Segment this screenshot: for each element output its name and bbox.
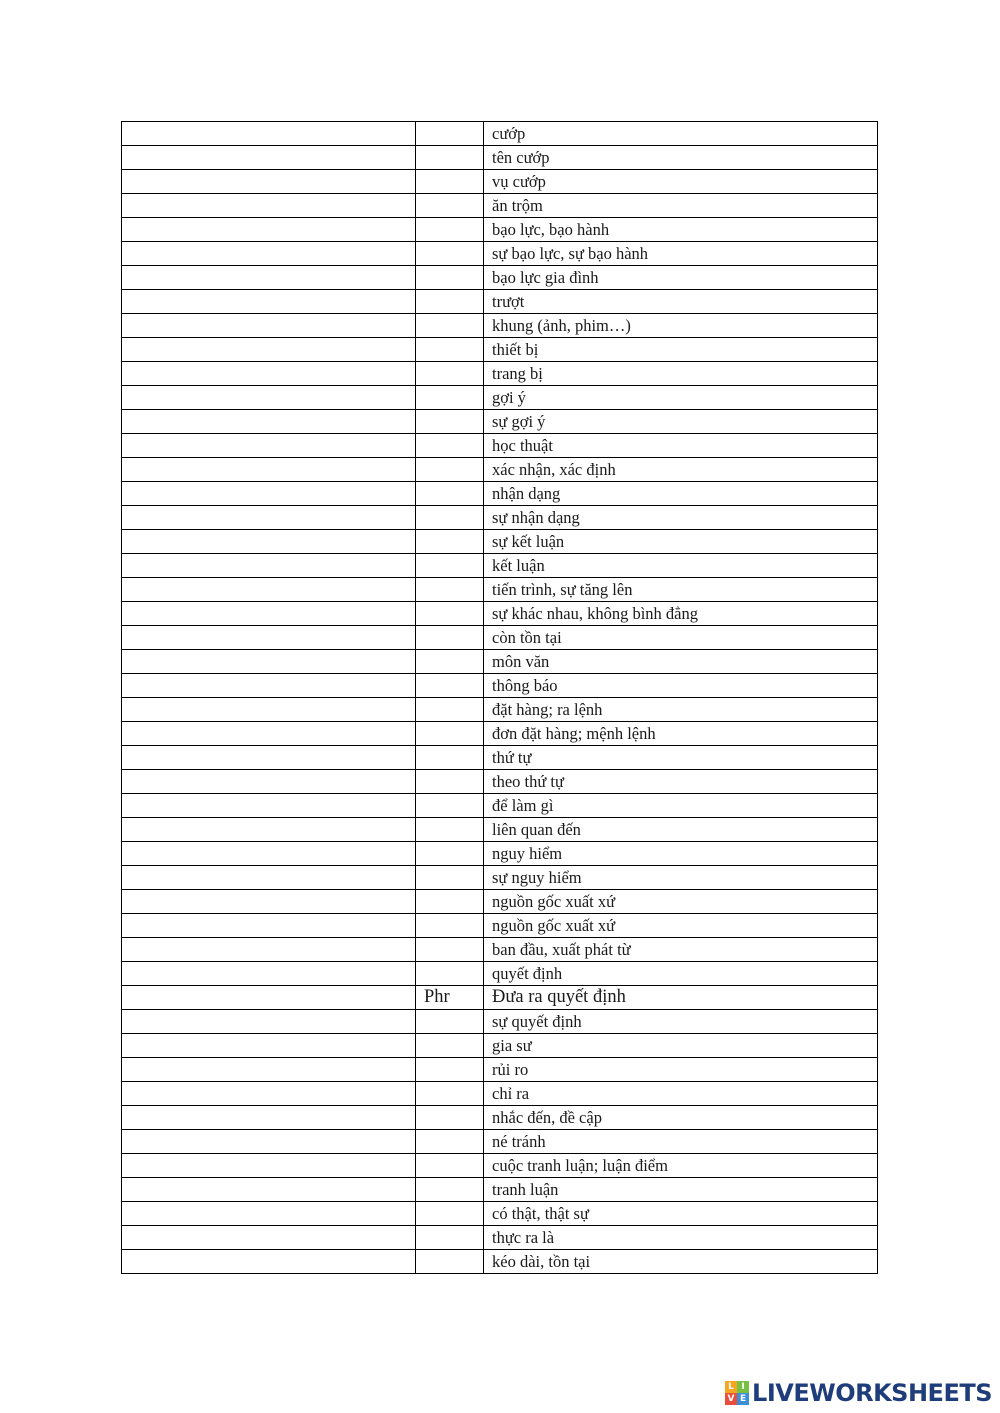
meaning-cell: sự bạo lực, sự bạo hành <box>484 242 878 266</box>
word-type-cell[interactable] <box>416 1130 484 1154</box>
word-type-cell[interactable] <box>416 1106 484 1130</box>
meaning-cell: đơn đặt hàng; mệnh lệnh <box>484 722 878 746</box>
word-type-cell[interactable] <box>416 794 484 818</box>
word-type-cell[interactable] <box>416 722 484 746</box>
table-row <box>122 434 878 458</box>
meaning-cell: tiến trình, sự tăng lên <box>484 578 878 602</box>
table-row <box>122 842 878 866</box>
word-type-cell[interactable] <box>416 314 484 338</box>
word-cell[interactable] <box>122 1010 416 1034</box>
word-cell[interactable] <box>122 746 416 770</box>
meaning-cell: gợi ý <box>484 386 878 410</box>
word-type-cell[interactable] <box>416 506 484 530</box>
word-cell[interactable] <box>122 722 416 746</box>
table-row <box>122 818 878 842</box>
meaning-cell: sự nguy hiểm <box>484 866 878 890</box>
table-row <box>122 746 878 770</box>
meaning-cell: thực ra là <box>484 1226 878 1250</box>
table-row <box>122 650 878 674</box>
word-type-cell[interactable] <box>416 458 484 482</box>
table-row <box>122 482 878 506</box>
word-type-cell[interactable] <box>416 650 484 674</box>
logo-letter: E <box>737 1393 749 1405</box>
table-row <box>122 1058 878 1082</box>
word-type-cell[interactable] <box>416 218 484 242</box>
table-row <box>122 506 878 530</box>
word-cell[interactable] <box>122 986 416 1010</box>
vocabulary-table <box>121 121 878 1274</box>
word-cell[interactable] <box>122 674 416 698</box>
meaning-cell: sự kết luận <box>484 530 878 554</box>
meaning-cell: thông báo <box>484 674 878 698</box>
meaning-cell: nguy hiểm <box>484 842 878 866</box>
word-type-cell[interactable] <box>416 578 484 602</box>
table-row <box>122 914 878 938</box>
word-cell[interactable] <box>122 482 416 506</box>
table-row <box>122 386 878 410</box>
word-cell[interactable] <box>122 794 416 818</box>
table-row <box>122 530 878 554</box>
word-type-cell[interactable] <box>416 674 484 698</box>
table-row <box>122 194 878 218</box>
word-cell[interactable] <box>122 218 416 242</box>
brand-wordmark: LIVEWORKSHEETS <box>752 1379 992 1407</box>
table-row <box>122 890 878 914</box>
meaning-cell: môn văn <box>484 650 878 674</box>
meaning-cell: liên quan đến <box>484 818 878 842</box>
word-type-cell[interactable] <box>416 146 484 170</box>
table-row <box>122 1202 878 1226</box>
word-cell[interactable] <box>122 410 416 434</box>
word-type-cell[interactable] <box>416 554 484 578</box>
word-type-cell[interactable]: Phr <box>416 986 484 1010</box>
meaning-cell: né tránh <box>484 1130 878 1154</box>
word-cell[interactable] <box>122 242 416 266</box>
meaning-cell: chỉ ra <box>484 1082 878 1106</box>
word-cell[interactable] <box>122 626 416 650</box>
meaning-cell: học thuật <box>484 434 878 458</box>
table-row <box>122 290 878 314</box>
word-cell[interactable] <box>122 1154 416 1178</box>
table-row <box>122 770 878 794</box>
word-type-cell[interactable] <box>416 434 484 458</box>
word-type-cell[interactable] <box>416 1226 484 1250</box>
meaning-cell: quyết định <box>484 962 878 986</box>
word-cell[interactable] <box>122 122 416 146</box>
word-type-cell[interactable] <box>416 338 484 362</box>
word-cell[interactable] <box>122 962 416 986</box>
meaning-cell: nhận dạng <box>484 482 878 506</box>
table-row <box>122 314 878 338</box>
meaning-cell: nguồn gốc xuất xứ <box>484 914 878 938</box>
table-row <box>122 146 878 170</box>
table-row <box>122 458 878 482</box>
word-type-cell[interactable] <box>416 1154 484 1178</box>
logo-letter: V <box>725 1393 737 1405</box>
meaning-cell: cuộc tranh luận; luận điểm <box>484 1154 878 1178</box>
meaning-cell: thứ tự <box>484 746 878 770</box>
table-row <box>122 338 878 362</box>
word-type-cell[interactable] <box>416 290 484 314</box>
word-cell[interactable] <box>122 1226 416 1250</box>
meaning-cell: trượt <box>484 290 878 314</box>
word-type-cell[interactable] <box>416 746 484 770</box>
word-type-cell[interactable] <box>416 386 484 410</box>
meaning-cell: tranh luận <box>484 1178 878 1202</box>
word-cell[interactable] <box>122 1106 416 1130</box>
word-type-cell[interactable] <box>416 890 484 914</box>
word-cell[interactable] <box>122 890 416 914</box>
word-type-cell[interactable] <box>416 962 484 986</box>
meaning-cell: kéo dài, tồn tại <box>484 1250 878 1274</box>
word-type-cell[interactable] <box>416 842 484 866</box>
word-type-cell[interactable] <box>416 626 484 650</box>
word-type-cell[interactable] <box>416 602 484 626</box>
word-cell[interactable] <box>122 842 416 866</box>
logo-letter: L <box>725 1381 737 1393</box>
word-cell[interactable] <box>122 146 416 170</box>
meaning-cell: ban đầu, xuất phát từ <box>484 938 878 962</box>
meaning-cell: để làm gì <box>484 794 878 818</box>
word-type-cell[interactable] <box>416 482 484 506</box>
word-cell[interactable] <box>122 914 416 938</box>
meaning-cell: còn tồn tại <box>484 626 878 650</box>
meaning-cell: nhắc đến, đề cập <box>484 1106 878 1130</box>
table-row <box>122 1178 878 1202</box>
word-cell[interactable] <box>122 170 416 194</box>
word-cell[interactable] <box>122 1058 416 1082</box>
table-row <box>122 602 878 626</box>
table-row <box>122 1034 878 1058</box>
table-row <box>122 962 878 986</box>
meaning-cell: thiết bị <box>484 338 878 362</box>
word-type-cell[interactable] <box>416 242 484 266</box>
meaning-cell: sự nhận dạng <box>484 506 878 530</box>
word-type-cell[interactable] <box>416 362 484 386</box>
meaning-cell: bạo lực gia đình <box>484 266 878 290</box>
word-cell[interactable] <box>122 866 416 890</box>
word-type-cell[interactable] <box>416 866 484 890</box>
table-row <box>122 170 878 194</box>
word-cell[interactable] <box>122 458 416 482</box>
word-cell[interactable] <box>122 938 416 962</box>
word-cell[interactable] <box>122 362 416 386</box>
meaning-cell: có thật, thật sự <box>484 1202 878 1226</box>
meaning-cell: khung (ảnh, phim…) <box>484 314 878 338</box>
table-row <box>122 410 878 434</box>
word-type-cell[interactable] <box>416 698 484 722</box>
word-cell[interactable] <box>122 314 416 338</box>
word-cell[interactable] <box>122 1178 416 1202</box>
word-cell[interactable] <box>122 818 416 842</box>
meaning-cell: ăn trộm <box>484 194 878 218</box>
table-row <box>122 242 878 266</box>
table-row <box>122 698 878 722</box>
meaning-cell: trang bị <box>484 362 878 386</box>
word-type-cell[interactable] <box>416 938 484 962</box>
table-row <box>122 722 878 746</box>
table-row <box>122 218 878 242</box>
word-type-cell[interactable] <box>416 1178 484 1202</box>
table-row <box>122 866 878 890</box>
meaning-cell: theo thứ tự <box>484 770 878 794</box>
word-cell[interactable] <box>122 194 416 218</box>
word-type-cell[interactable] <box>416 770 484 794</box>
meaning-cell: đặt hàng; ra lệnh <box>484 698 878 722</box>
word-cell[interactable] <box>122 770 416 794</box>
table-row <box>122 266 878 290</box>
logo-letter: I <box>737 1381 749 1393</box>
word-cell[interactable] <box>122 434 416 458</box>
table-row <box>122 1226 878 1250</box>
word-type-cell[interactable] <box>416 1010 484 1034</box>
meaning-cell: tên cướp <box>484 146 878 170</box>
table-row <box>122 794 878 818</box>
word-cell[interactable] <box>122 1130 416 1154</box>
vocabulary-table-body <box>122 122 878 1274</box>
meaning-cell: vụ cướp <box>484 170 878 194</box>
word-cell[interactable] <box>122 554 416 578</box>
word-cell[interactable] <box>122 338 416 362</box>
word-cell[interactable] <box>122 1202 416 1226</box>
word-type-cell[interactable] <box>416 122 484 146</box>
word-cell[interactable] <box>122 1082 416 1106</box>
meaning-cell: sự gợi ý <box>484 410 878 434</box>
meaning-cell: nguồn gốc xuất xứ <box>484 890 878 914</box>
word-cell[interactable] <box>122 290 416 314</box>
table-row <box>122 1130 878 1154</box>
word-type-cell[interactable] <box>416 1082 484 1106</box>
meaning-cell: Đưa ra quyết định <box>484 986 878 1010</box>
word-cell[interactable] <box>122 1250 416 1274</box>
table-row <box>122 986 878 1010</box>
word-cell[interactable] <box>122 530 416 554</box>
word-cell[interactable] <box>122 266 416 290</box>
word-cell[interactable] <box>122 602 416 626</box>
word-type-cell[interactable] <box>416 170 484 194</box>
word-type-cell[interactable] <box>416 1058 484 1082</box>
word-type-cell[interactable] <box>416 818 484 842</box>
table-row <box>122 1154 878 1178</box>
word-type-cell[interactable] <box>416 1034 484 1058</box>
table-row <box>122 362 878 386</box>
word-type-cell[interactable] <box>416 266 484 290</box>
word-type-cell[interactable] <box>416 194 484 218</box>
table-row <box>122 554 878 578</box>
table-row <box>122 938 878 962</box>
word-cell[interactable] <box>122 1034 416 1058</box>
word-type-cell[interactable] <box>416 530 484 554</box>
meaning-cell: sự quyết định <box>484 1010 878 1034</box>
table-row <box>122 578 878 602</box>
meaning-cell: sự khác nhau, không bình đẳng <box>484 602 878 626</box>
liveworksheets-logo-icon <box>725 1381 749 1405</box>
word-type-cell[interactable] <box>416 410 484 434</box>
word-type-cell[interactable] <box>416 914 484 938</box>
meaning-cell: kết luận <box>484 554 878 578</box>
liveworksheets-brand <box>725 1378 992 1408</box>
meaning-cell: xác nhận, xác định <box>484 458 878 482</box>
meaning-cell: gia sư <box>484 1034 878 1058</box>
table-row <box>122 1010 878 1034</box>
word-cell[interactable] <box>122 578 416 602</box>
table-row <box>122 674 878 698</box>
meaning-cell: cướp <box>484 122 878 146</box>
word-cell[interactable] <box>122 386 416 410</box>
table-row <box>122 1250 878 1274</box>
table-row <box>122 122 878 146</box>
table-row <box>122 1082 878 1106</box>
meaning-cell: rủi ro <box>484 1058 878 1082</box>
word-cell[interactable] <box>122 506 416 530</box>
word-type-cell[interactable] <box>416 1250 484 1274</box>
word-type-cell[interactable] <box>416 1202 484 1226</box>
table-row <box>122 626 878 650</box>
meaning-cell: bạo lực, bạo hành <box>484 218 878 242</box>
word-cell[interactable] <box>122 698 416 722</box>
word-cell[interactable] <box>122 650 416 674</box>
table-row <box>122 1106 878 1130</box>
